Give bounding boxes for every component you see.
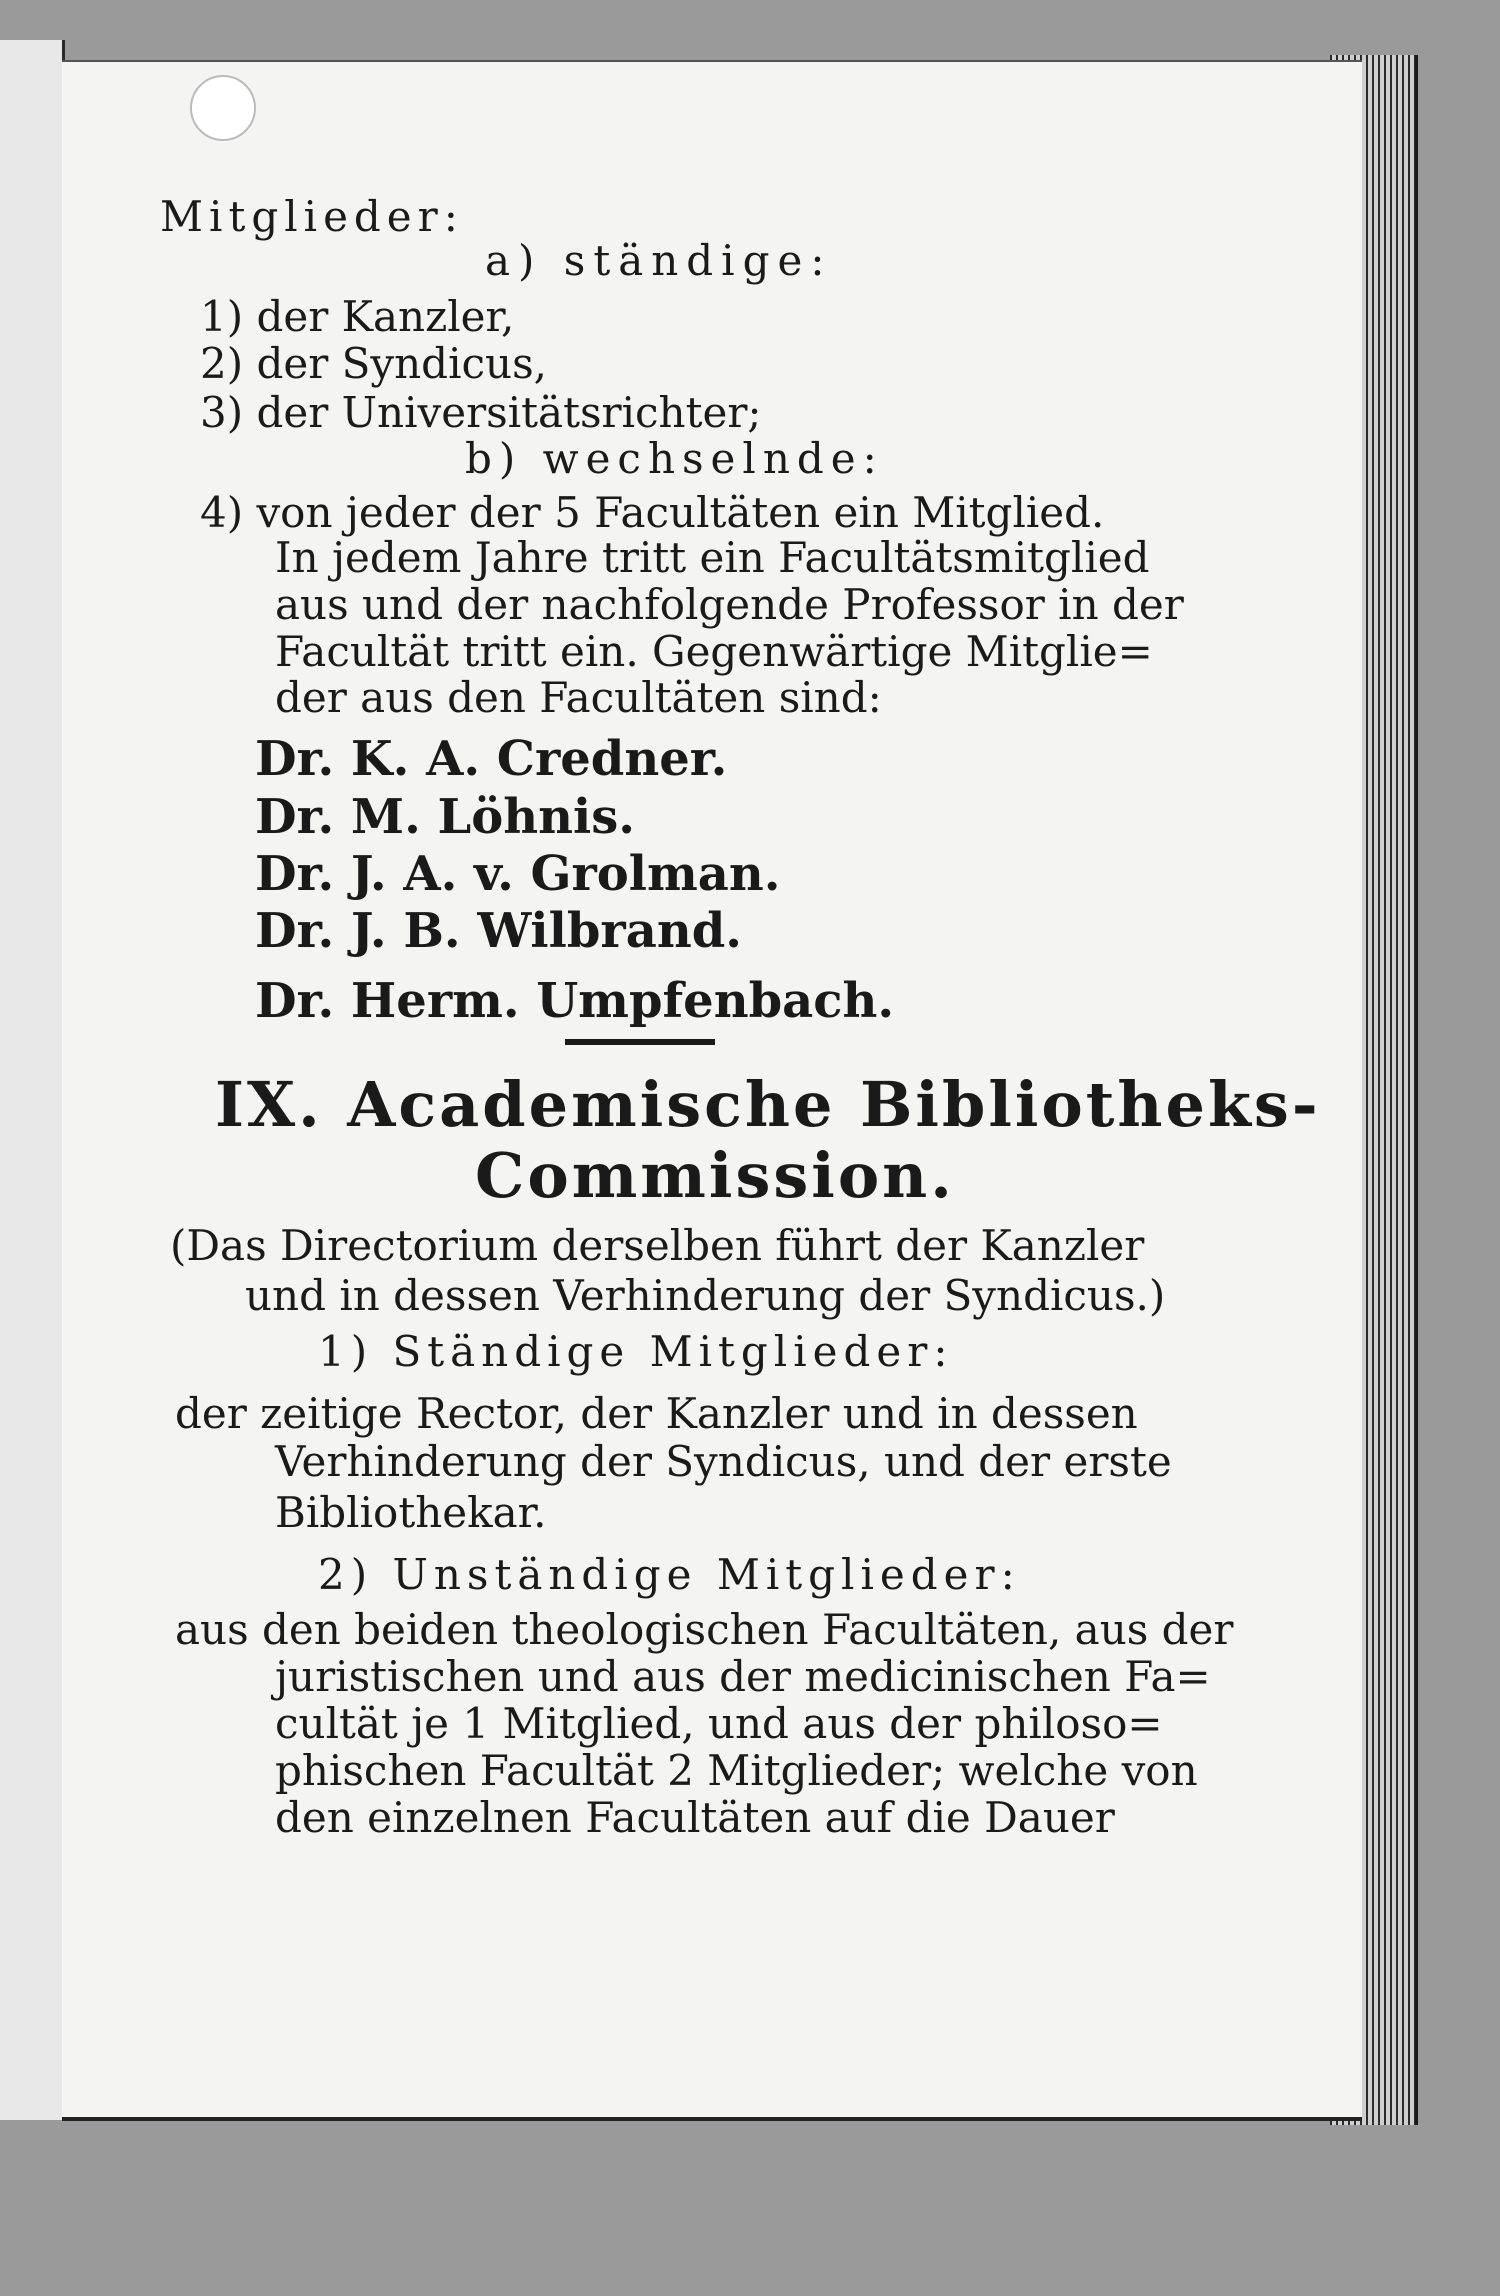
faculty-member: Dr. K. A. Credner. xyxy=(255,731,728,787)
list-item: 4) von jeder der 5 Facultäten ein Mitglied. xyxy=(200,488,1105,537)
subheading-temporary-members: 2) Unständige Mitglieder: xyxy=(318,1550,1021,1599)
note-line: (Das Directorium derselben führt der Kanzler xyxy=(170,1221,1145,1270)
paragraph-line: der zeitige Rector, der Kanzler und in dessen xyxy=(175,1389,1138,1438)
faculty-member: Dr. J. B. Wilbrand. xyxy=(255,903,742,959)
punch-hole xyxy=(190,75,256,141)
members-heading: Mitglieder: xyxy=(160,192,464,241)
paragraph-line: Bibliothekar. xyxy=(275,1488,547,1537)
paragraph-line: cultät je 1 Mitglied, und aus der philoso= xyxy=(275,1699,1163,1748)
subheading-rotating: b) wechselnde: xyxy=(465,434,884,483)
background xyxy=(0,2125,1500,2296)
paragraph-line: aus den beiden theologischen Facultäten, aus der xyxy=(175,1605,1234,1654)
section-divider xyxy=(565,1039,715,1045)
faculty-member: Dr. M. Löhnis. xyxy=(255,789,636,845)
paragraph-line: phischen Facultät 2 Mitglieder; welche von xyxy=(275,1746,1198,1795)
paragraph-line: Facultät tritt ein. Gegenwärtige Mitglie= xyxy=(275,627,1153,676)
list-item: 3) der Universitätsrichter; xyxy=(200,388,762,437)
faculty-member: Dr. Herm. Umpfenbach. xyxy=(255,973,895,1029)
list-item: 2) der Syndicus, xyxy=(200,339,547,388)
paragraph-line: In jedem Jahre tritt ein Facultätsmitglied xyxy=(275,533,1150,582)
paragraph-line: der aus den Facultäten sind: xyxy=(275,673,882,722)
subheading-permanent-members: 1) Ständige Mitglieder: xyxy=(318,1327,954,1376)
section-title: IX. Academische Bibliotheks- xyxy=(215,1068,1321,1141)
list-item: 1) der Kanzler, xyxy=(200,292,515,341)
subheading-permanent: a) ständige: xyxy=(485,236,833,285)
left-page-edge xyxy=(0,40,65,2120)
section-title-continued: Commission. xyxy=(475,1139,955,1212)
note-line: und in dessen Verhinderung der Syndicus.) xyxy=(245,1271,1166,1320)
paragraph-line: den einzelnen Facultäten auf die Dauer xyxy=(275,1793,1115,1842)
paragraph-line: Verhinderung der Syndicus, und der erste xyxy=(275,1437,1172,1486)
faculty-member: Dr. J. A. v. Grolman. xyxy=(255,846,781,902)
paragraph-line: juristischen und aus der medicinischen Fa= xyxy=(275,1652,1211,1701)
paragraph-line: aus und der nachfolgende Professor in der xyxy=(275,580,1184,629)
